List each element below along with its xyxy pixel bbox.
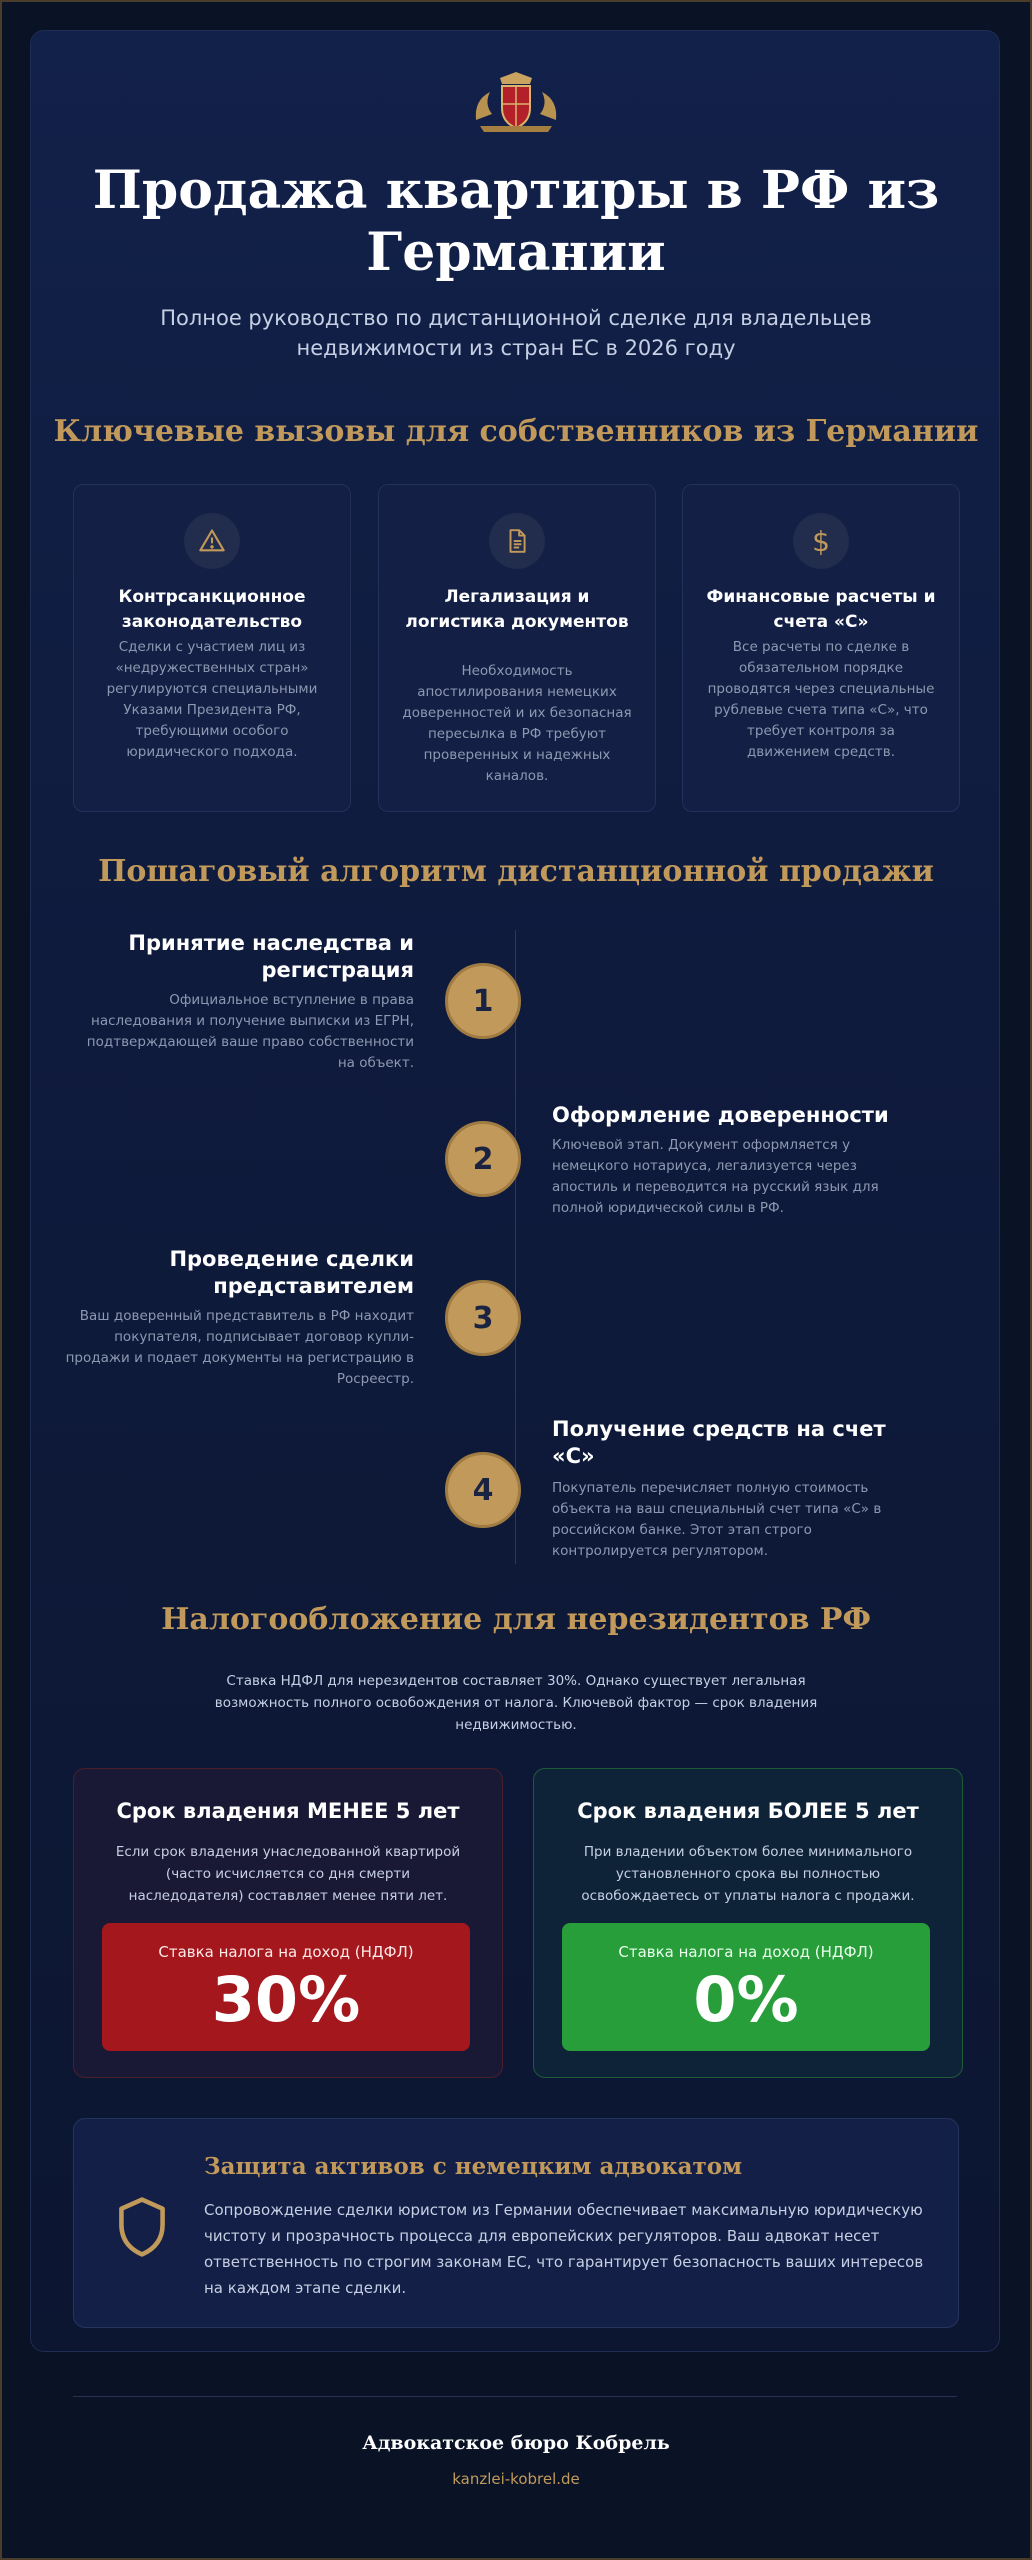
- tax-heading: Налогообложение для нерезидентов РФ: [161, 1602, 871, 1637]
- tax-card-under-5: [73, 1768, 503, 2078]
- challenge-text: Сделки с участием лиц из «недружественных стран» регулируются специальными Указами Президента РФ, требующими особого юридического подхода.: [106, 639, 318, 760]
- step-text: Ключевой этап. Документ оформляется у немецкого нотариуса, легализуется через апостиль и переводится на русский язык для полной юридической силы в РФ.: [552, 1137, 879, 1216]
- step-number-badge: 1: [445, 963, 521, 1039]
- challenge-card: [73, 484, 351, 812]
- step-number-badge: 3: [445, 1280, 521, 1356]
- footer-website-link[interactable]: kanzlei-kobrel.de: [452, 2470, 580, 2488]
- protection-card: [73, 2118, 959, 2328]
- page-title: Продажа квартиры в РФ из Германии: [92, 160, 940, 283]
- protection-title: Защита активов с немецким адвокатом: [204, 2153, 743, 2180]
- document-icon: [489, 513, 545, 569]
- tax-card-text: Если срок владения унаследованной квартирой (часто исчисляется со дня смерти наследодателя) составляет менее пяти лет.: [115, 1844, 461, 1904]
- challenge-title: Финансовые расчеты и счета «С»: [706, 587, 936, 632]
- footer-firm-name: Адвокатское бюро Кобрель: [362, 2432, 670, 2454]
- tax-card-over-5: [533, 1768, 963, 2078]
- footer-divider: [73, 2396, 957, 2397]
- tax-card-title: Срок владения БОЛЕЕ 5 лет: [577, 1799, 919, 1823]
- step-text: Официальное вступление в права наследования и получение выписки из ЕГРН, подтверждающей ваше право собственности на объект.: [86, 992, 414, 1071]
- algorithm-heading: Пошаговый алгоритм дистанционной продажи: [98, 854, 934, 889]
- page-subtitle: Полное руководство по дистанционной сделке для владельцев недвижимости из стран ЕС в 2026 году: [160, 306, 872, 360]
- challenge-card: [682, 484, 960, 812]
- step-title: Принятие наследства и регистрация: [128, 931, 414, 982]
- step-title: Проведение сделки представителем: [169, 1247, 414, 1298]
- tax-rate-box: [102, 1923, 470, 2051]
- challenges-heading: Ключевые вызовы для собственников из Германии: [53, 414, 979, 449]
- step-title: Оформление доверенности: [552, 1103, 889, 1127]
- tax-rate-value: 30%: [211, 1963, 361, 2036]
- tax-card-text: При владении объектом более минимального установленного срока вы полностью освобождаетесь от уплаты налога с продажи.: [581, 1844, 915, 1904]
- dollar-icon: $: [793, 513, 849, 569]
- step-number-badge: 2: [445, 1121, 521, 1197]
- challenge-text: Необходимость апостилирования немецких доверенностей и их безопасная пересылка в РФ требуют проверенных и надежных каналов.: [402, 663, 632, 784]
- challenge-text: Все расчеты по сделке в обязательном порядке проводятся через специальные рублевые счета типа «С», что требует контроля за движением средств.: [707, 639, 935, 760]
- tax-rate-label: Ставка налога на доход (НДФЛ): [618, 1943, 874, 1961]
- tax-rate-box: [562, 1923, 930, 2051]
- challenge-card: [378, 484, 656, 812]
- warning-icon: [184, 513, 240, 569]
- tax-rate-label: Ставка налога на доход (НДФЛ): [158, 1943, 414, 1961]
- tax-rate-value: 0%: [693, 1963, 799, 2036]
- step-text: Покупатель перечисляет полную стоимость объекта на ваш специальный счет типа «С» в российском банке. Этот этап строго контролируется регулятором.: [552, 1480, 882, 1559]
- shield-icon: [114, 2195, 170, 2263]
- coat-of-arms-icon: [470, 70, 562, 134]
- protection-text: Сопровождение сделки юристом из Германии обеспечивает максимальную юридическую чистоту и прозрачность процесса для европейских регуляторов. Ваш адвокат несет ответственность по строгим законам ЕС, что гарантирует безопасность ваших интересов на каждом этапе сделки.: [204, 2201, 924, 2297]
- tax-card-title: Срок владения МЕНЕЕ 5 лет: [116, 1799, 460, 1823]
- step-number-badge: 4: [445, 1452, 521, 1528]
- step-title: Получение средств на счет «С»: [552, 1417, 886, 1468]
- step-text: Ваш доверенный представитель в РФ находит покупателя, подписывает договор купли-продажи и подает документы на регистрацию в Росреестр.: [65, 1308, 414, 1387]
- tax-intro: Ставка НДФЛ для нерезидентов составляет 30%. Однако существует легальная возможность полного освобождения от налога. Ключевой фактор — срок владения недвижимостью.: [214, 1673, 818, 1733]
- challenge-title: Легализация и логистика документов: [405, 587, 629, 632]
- challenge-title: Контрсанкционное законодательство: [118, 587, 306, 632]
